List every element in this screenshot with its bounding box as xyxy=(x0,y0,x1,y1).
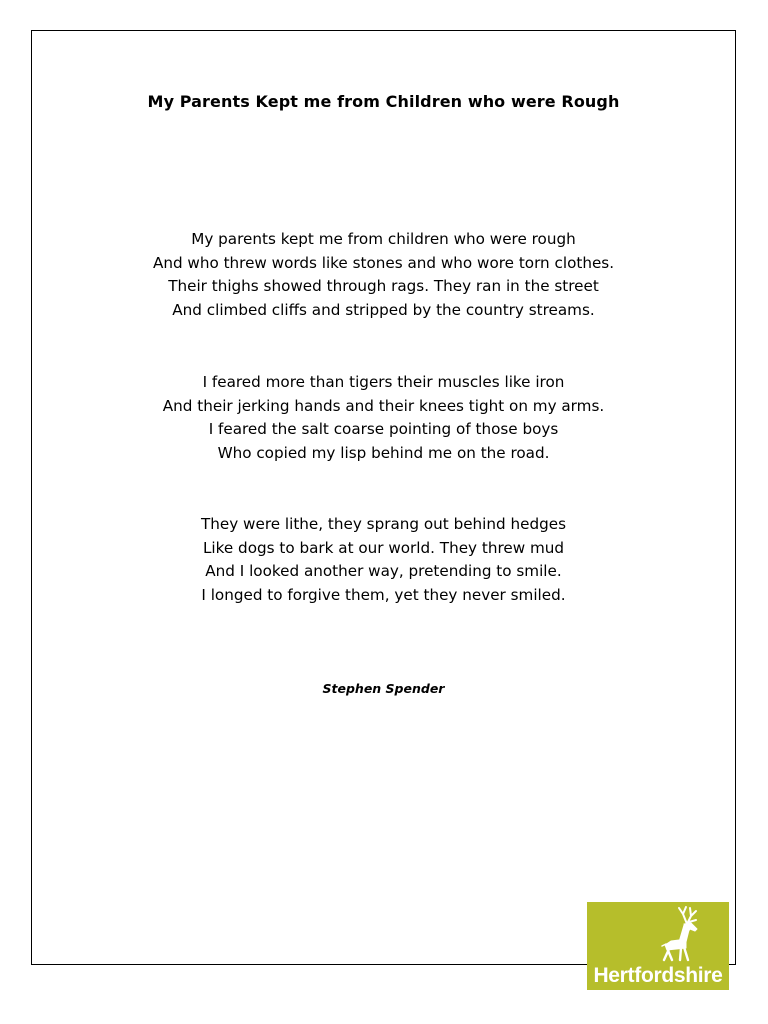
logo-wordmark: Hertfordshire xyxy=(593,964,723,987)
stanza-3 xyxy=(32,513,735,608)
poem-line: And climbed cliffs and stripped by the country streams. xyxy=(172,301,595,320)
poem-line: And who threw words like stones and who wore torn clothes. xyxy=(152,253,615,272)
poem-line: Their thighs showed through rags. They ran in the street xyxy=(168,277,599,296)
poem-line: They were lithe, they sprang out behind hedges xyxy=(201,515,566,533)
document-page xyxy=(31,30,736,987)
poem-line: My parents kept me from children who were rough xyxy=(191,230,576,248)
poem-line: Who copied my lisp behind me on the road. xyxy=(217,444,550,463)
poem-line: And I looked another way, pretending to smile. xyxy=(205,562,562,581)
stanza-2 xyxy=(32,371,735,466)
hertfordshire-logo xyxy=(587,902,729,990)
poem-line: Like dogs to bark at our world. They threw mud xyxy=(202,538,565,557)
poem-title: My Parents Kept me from Children who were Rough xyxy=(147,92,620,111)
poem-line: I feared more than tigers their muscles like iron xyxy=(202,373,565,391)
poem-line: I feared the salt coarse pointing of those boys xyxy=(208,420,559,439)
poem-author: Stephen Spender xyxy=(322,681,445,696)
stanza-1 xyxy=(32,228,735,323)
poem-line: I longed to forgive them, yet they never smiled. xyxy=(201,586,566,605)
poem-line: And their jerking hands and their knees tight on my arms. xyxy=(162,396,605,415)
